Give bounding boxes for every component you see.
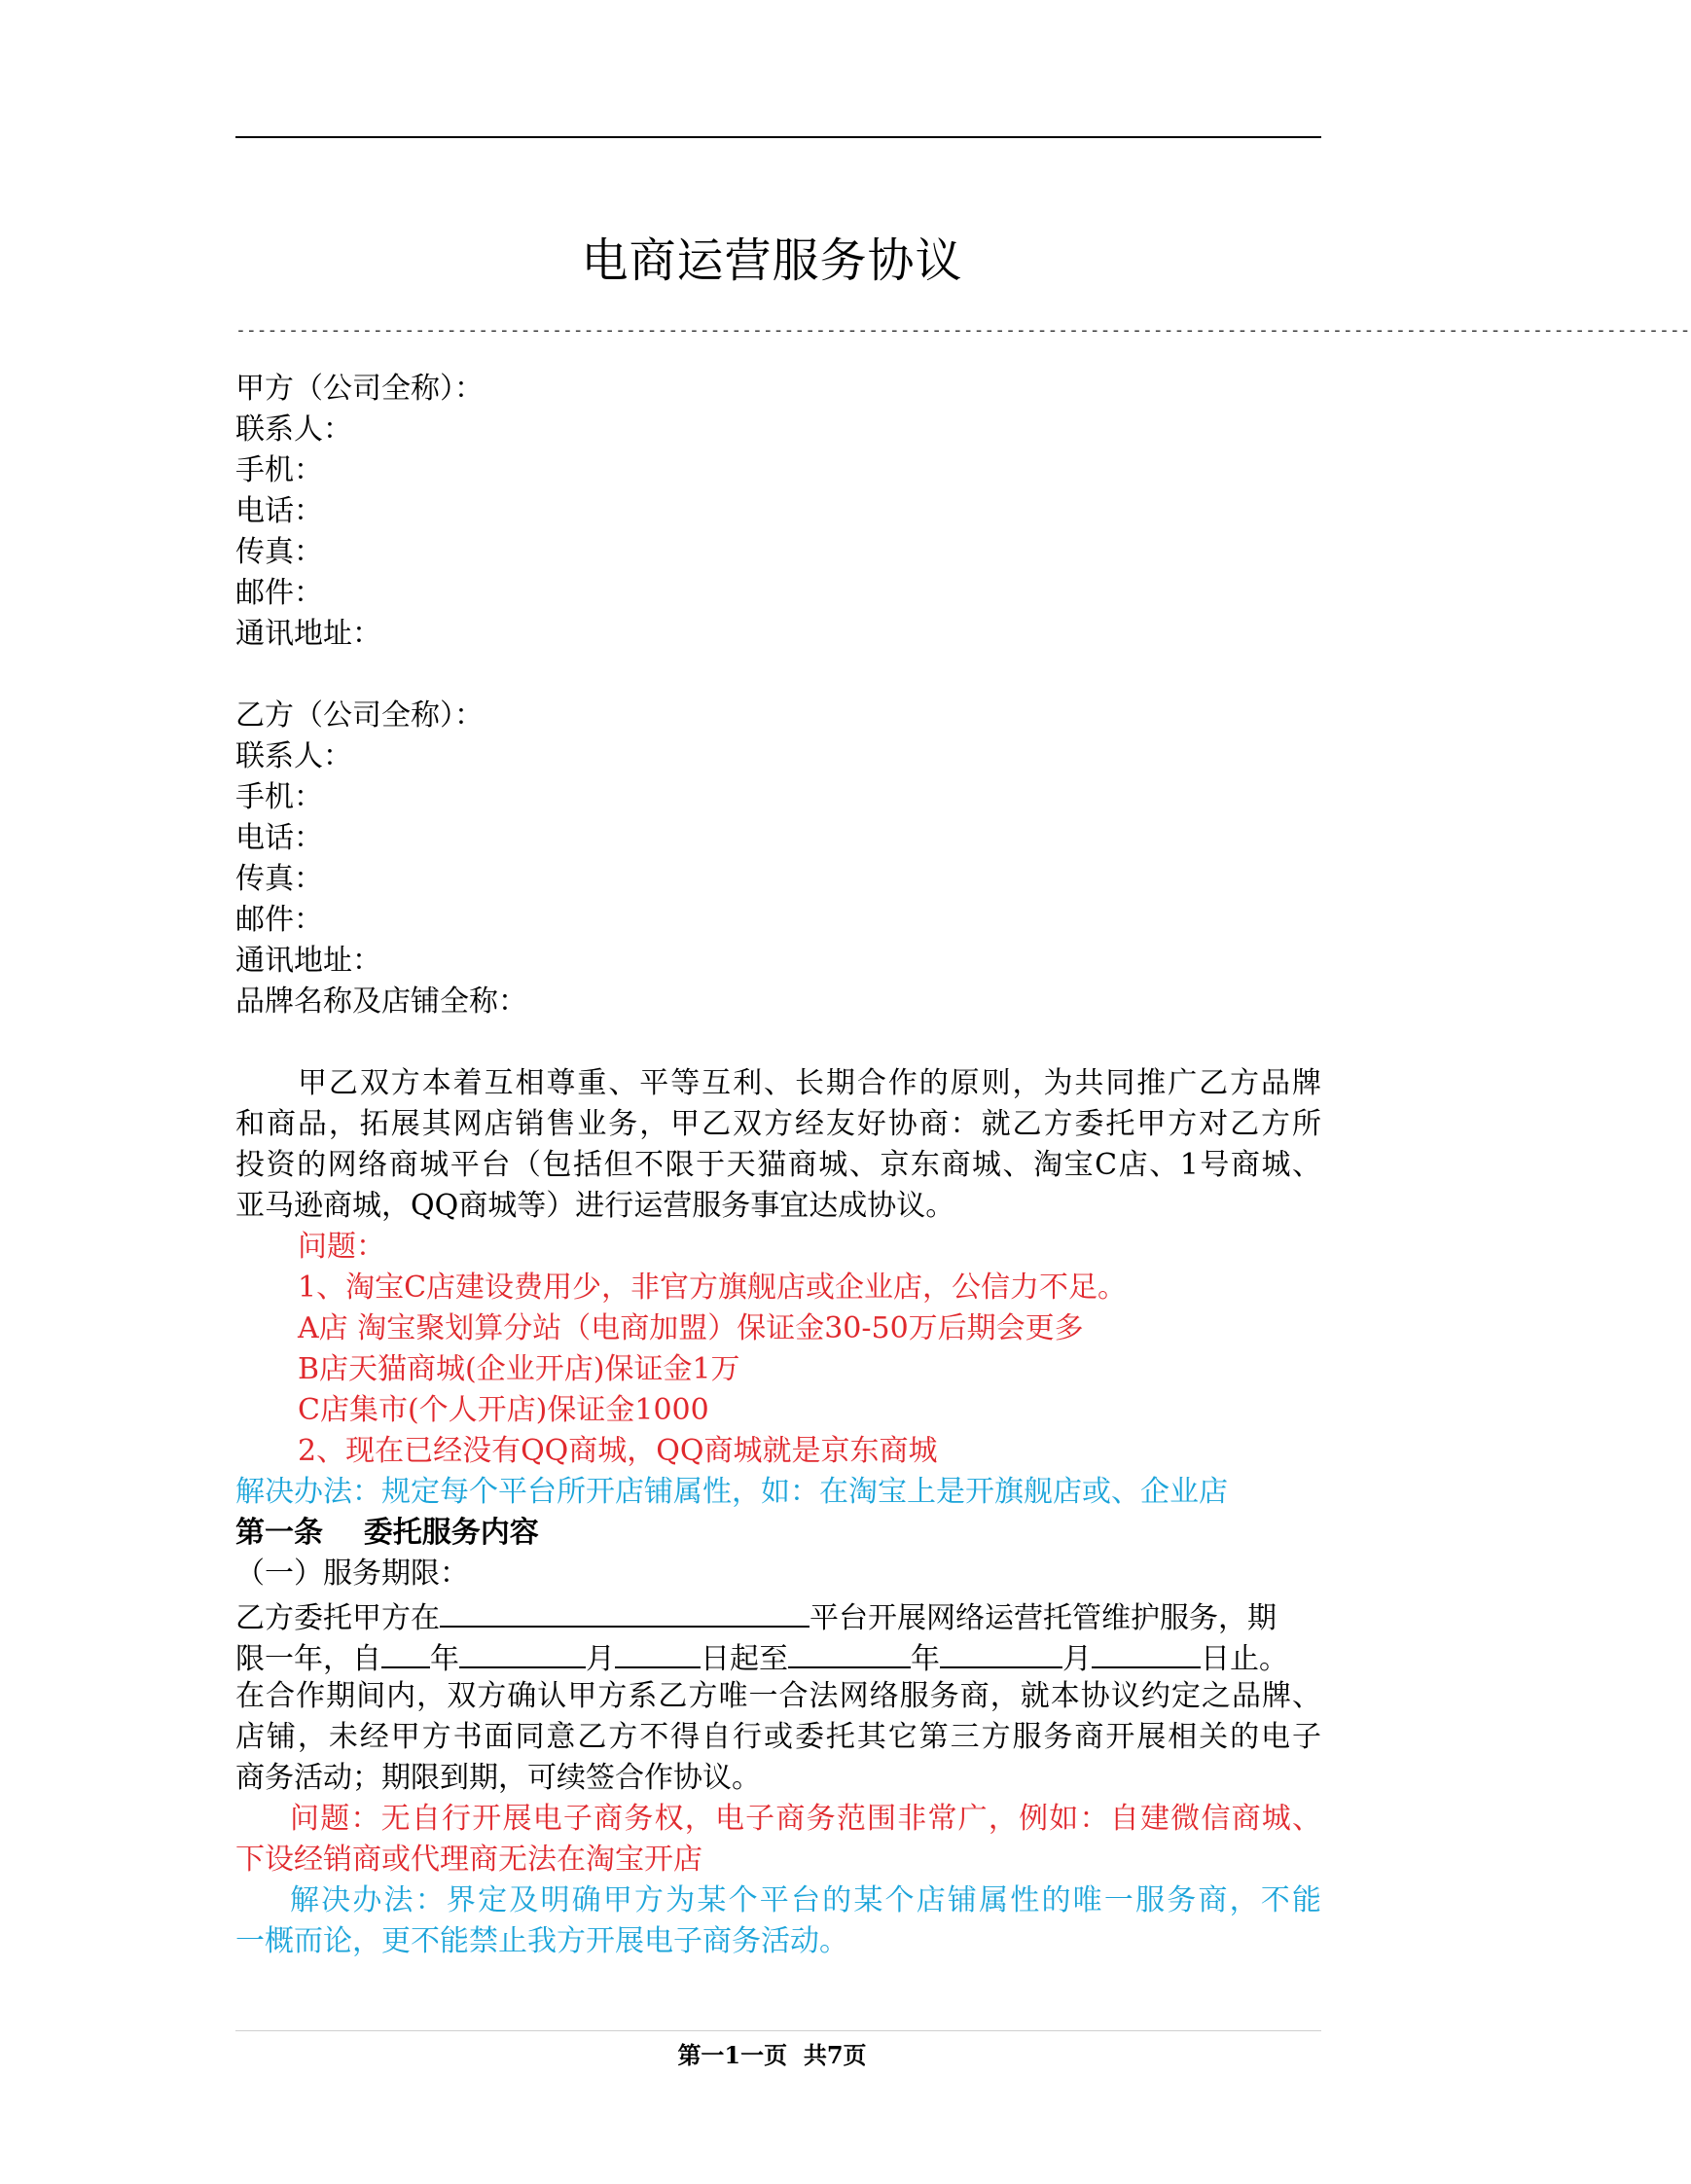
issue-label: 问题： xyxy=(298,1230,385,1264)
solution-1: 解决办法：规定每个平台所开店铺属性，如：在淘宝上是开旗舰店或、企业店 xyxy=(235,1475,1228,1509)
intro-line-4: 亚马逊商城，QQ商城等）进行运营服务事宜达成协议。 xyxy=(235,1189,955,1223)
party-a-contact: 联系人： xyxy=(235,412,352,447)
blank-line xyxy=(235,1022,1321,1063)
start-day-blank xyxy=(615,1635,701,1668)
issue-2-line-1: 问题：无自行开展电子商务权，电子商务范围非常广，例如：自建微信商城、 xyxy=(290,1802,1321,1836)
intro-line-1: 甲乙双方本着互相尊重、平等互利、长期合作的原则，为共同推广乙方品牌 xyxy=(298,1066,1321,1100)
service-term-text: 乙方委托甲方在 xyxy=(235,1601,440,1635)
issue-point-b: B店天猫商城(企业开店)保证金1万 xyxy=(298,1352,740,1386)
party-b-address: 通讯地址： xyxy=(235,944,381,978)
issue-point-2: 2、现在已经没有QQ商城，QQ商城就是京东商城 xyxy=(298,1434,938,1468)
service-term-text: 平台开展网络运营托管维护服务，期 xyxy=(810,1601,1277,1635)
party-b-mobile: 手机： xyxy=(235,780,323,814)
blank-line xyxy=(235,655,1321,696)
end-label: 日止。 xyxy=(1201,1642,1288,1676)
platform-blank xyxy=(440,1594,810,1628)
article-1-line-5: 商务活动；期限到期，可续签合作协议。 xyxy=(235,1761,761,1795)
party-b-contact: 联系人： xyxy=(235,739,352,773)
end-day-blank xyxy=(1092,1635,1201,1668)
year-label: 年 xyxy=(430,1642,459,1676)
party-a-address: 通讯地址： xyxy=(235,617,381,651)
article-1-heading: 第一条 委托服务内容 xyxy=(235,1516,539,1550)
intro-line-2: 和商品，拓展其网店销售业务，甲乙双方经友好协商：就乙方委托甲方对乙方所 xyxy=(235,1107,1321,1141)
party-a-heading: 甲方（公司全称）： xyxy=(235,372,484,406)
party-b-email: 邮件： xyxy=(235,903,323,937)
dashed-separator: ------------------------------------------------------------------------------------------------------------------------------------------ xyxy=(235,320,1691,340)
issue-point-a: A店 淘宝聚划算分站（电商加盟）保证金30-50万后期会更多 xyxy=(298,1311,1084,1345)
party-b-brand: 品牌名称及店铺全称： xyxy=(235,985,527,1019)
service-term-text: 限一年，自 xyxy=(235,1642,381,1676)
start-month-blank xyxy=(459,1635,586,1668)
intro-line-3: 投资的网络商城平台（包括但不限于天猫商城、京东商城、淘宝C店、1号商城、 xyxy=(235,1148,1321,1182)
issue-point-c: C店集市(个人开店)保证金1000 xyxy=(298,1393,709,1427)
end-month-blank xyxy=(940,1635,1062,1668)
issue-point-1: 1、淘宝C店建设费用少，非官方旗舰店或企业店，公信力不足。 xyxy=(298,1271,1128,1305)
party-b-fax: 传真： xyxy=(235,862,323,896)
header-rule xyxy=(235,136,1321,138)
article-1-line-3: 在合作期间内，双方确认甲方系乙方唯一合法网络服务商，就本协议约定之品牌、 xyxy=(235,1679,1321,1713)
month-label: 月 xyxy=(1062,1642,1092,1676)
solution-2-line-2: 一概而论，更不能禁止我方开展电子商务活动。 xyxy=(235,1924,848,1958)
party-a-fax: 传真： xyxy=(235,535,323,569)
footer-rule xyxy=(235,2030,1321,2031)
month-label: 月 xyxy=(586,1642,615,1676)
party-a-phone: 电话： xyxy=(235,494,323,528)
article-1-subheading: （一）服务期限： xyxy=(235,1557,469,1591)
year-label: 年 xyxy=(911,1642,940,1676)
party-b-heading: 乙方（公司全称）： xyxy=(235,698,484,733)
issue-2-line-2: 下设经销商或代理商无法在淘宝开店 xyxy=(235,1843,702,1877)
service-term-line-1 xyxy=(235,1594,1321,1635)
party-a-mobile: 手机： xyxy=(235,453,323,487)
start-year-blank xyxy=(381,1635,430,1668)
service-term-line-2 xyxy=(235,1635,1321,1676)
solution-2-line-1: 解决办法：界定及明确甲方为某个平台的某个店铺属性的唯一服务商，不能 xyxy=(290,1883,1321,1917)
page-footer: 第一1一页 共7页 xyxy=(677,2041,867,2069)
article-1-line-4: 店铺，未经甲方书面同意乙方不得自行或委托其它第三方服务商开展相关的电子 xyxy=(235,1720,1321,1754)
end-year-blank xyxy=(788,1635,911,1668)
party-a-email: 邮件： xyxy=(235,576,323,610)
document-title: 电商运营服务协议 xyxy=(581,233,963,288)
until-label: 日起至 xyxy=(701,1642,788,1676)
party-b-phone: 电话： xyxy=(235,821,323,855)
document-body xyxy=(235,369,1321,1962)
